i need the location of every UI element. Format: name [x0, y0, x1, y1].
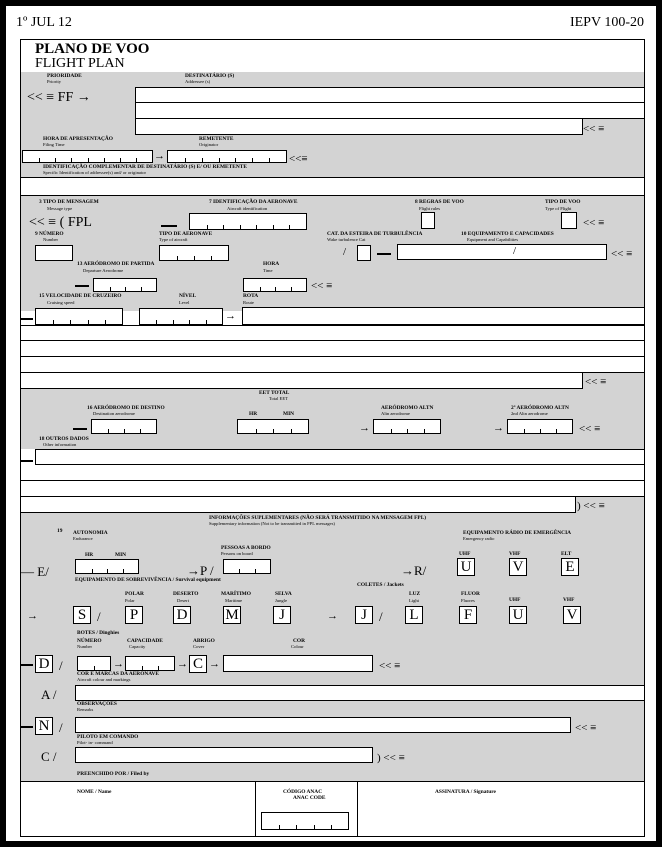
end-marker: << ≡ — [583, 123, 605, 135]
field-tick — [107, 569, 108, 573]
route-line-2[interactable] — [21, 325, 644, 341]
field-tick — [194, 256, 195, 260]
label-addressee: Addressee (s) — [185, 79, 211, 84]
field-tick — [540, 429, 541, 433]
label-anac-code: ANAC CODE — [293, 795, 326, 801]
equipment-field[interactable] — [397, 244, 607, 260]
label-aircraft-colour: Aircraft colour and markings — [77, 677, 131, 682]
slash: / — [59, 720, 63, 735]
field-tick — [202, 158, 203, 162]
label-equipment: Equipment and Capabilities — [467, 237, 519, 242]
label-pilot-in-command: Pilot- in- command — [77, 740, 113, 745]
label-hora-apresentacao: HORA DE APRESENTAÇÃO — [43, 136, 113, 142]
total-eet-field[interactable] — [237, 419, 309, 434]
jackets-j-checkbox[interactable]: J — [355, 606, 373, 624]
field-tick — [124, 429, 125, 433]
label-aerodromo-altn: AERÓDROMO ALTN — [381, 405, 434, 411]
field-tick — [158, 666, 159, 670]
field-tick — [108, 429, 109, 433]
arrow-icon: → — [27, 610, 38, 622]
other-info-line-2[interactable] — [21, 465, 644, 481]
sheet — [6, 6, 656, 841]
label-capacidade: CAPACIDADE — [127, 638, 163, 644]
label-informacoes-suplementares: INFORMAÇÕES SUPLEMENTARES (NÃO SERÁ TRANSMITIDO NA MENSAGEM FPL) — [209, 515, 427, 521]
field-tick — [140, 429, 141, 433]
field-tick — [120, 158, 121, 162]
departure-aerodrome-field[interactable] — [93, 278, 157, 292]
field-tick — [269, 158, 270, 162]
other-info-line-4[interactable] — [21, 497, 576, 513]
field-tick — [207, 225, 208, 229]
end-marker: << ≡ — [611, 248, 633, 260]
wake-turbulence-field[interactable] — [357, 245, 371, 261]
field-tick — [256, 429, 257, 433]
label-equipamento: 10 EQUIPAMENTO E CAPACIDADES — [461, 231, 554, 237]
field-tick — [279, 825, 280, 829]
endurance-prefix: — E/ — [21, 564, 49, 579]
form-date: 1º JUL 12 — [16, 15, 72, 30]
field-tick — [239, 569, 240, 573]
field-tick — [71, 158, 72, 162]
jacket-vhf-checkbox[interactable]: V — [563, 606, 581, 624]
dash — [75, 285, 89, 287]
field-tick — [88, 320, 89, 324]
uhf-checkbox[interactable]: U — [457, 558, 475, 576]
label-destinatario: DESTINATÁRIO (S) — [185, 73, 235, 79]
field-tick — [273, 429, 274, 433]
label-fluor: FLUOR — [461, 591, 480, 597]
label-regras-voo: 8 REGRAS DE VOO — [415, 199, 464, 205]
label-numero-botes: NÚMERO — [77, 638, 102, 644]
pilot-prefix: C / — [41, 749, 57, 764]
slash: / — [97, 609, 101, 624]
arrow-icon: → — [493, 422, 504, 434]
divider — [255, 781, 256, 836]
label-filing-time: Filing Time — [43, 142, 65, 147]
polar-checkbox[interactable]: P — [125, 606, 143, 624]
remarks-field[interactable] — [75, 717, 571, 733]
addressee-line-2[interactable] — [135, 103, 644, 119]
elt-checkbox[interactable]: E — [561, 558, 579, 576]
radio-prefix: →R/ — [401, 563, 427, 578]
field-tick — [255, 569, 256, 573]
label-piloto-comando: PILOTO EM COMANDO — [77, 734, 139, 740]
altn-aerodrome-field[interactable] — [373, 419, 441, 434]
slash: / — [59, 658, 63, 673]
arrow-icon: → — [209, 658, 220, 670]
other-info-line-3[interactable] — [21, 481, 644, 497]
label-type-of-aircraft: Type of aircraft — [159, 237, 188, 242]
2nd-altn-aerodrome-field[interactable] — [507, 419, 573, 434]
field-tick — [275, 287, 276, 291]
field-tick — [104, 158, 105, 162]
label-observacoes: OBSERVAÇÕES — [77, 701, 117, 707]
field-tick — [273, 225, 274, 229]
label-uhf: UHF — [459, 551, 471, 557]
field-tick — [177, 256, 178, 260]
end-marker: ) << ≡ — [577, 500, 605, 512]
label-cor: COR — [293, 638, 305, 644]
label-hora: HORA — [263, 261, 280, 267]
field-tick — [110, 287, 111, 291]
label-codigo-anac: CÓDIGO ANAC — [283, 789, 323, 795]
field-tick — [524, 429, 525, 433]
label-rota: ROTA — [243, 293, 259, 299]
aircraft-colour-prefix: A / — [41, 687, 57, 702]
label-deserto: DESERTO — [173, 591, 199, 597]
dash — [377, 253, 391, 255]
label-eet-total: EET TOTAL — [259, 390, 290, 396]
label-originator: Originator — [199, 142, 219, 147]
label-2nd-altn: 2nd Altn aerodrome — [511, 411, 548, 416]
field-tick — [291, 287, 292, 291]
field-tick — [53, 320, 54, 324]
label-number-dinghies: Number — [77, 644, 93, 649]
field-tick — [94, 666, 95, 670]
number-field[interactable] — [35, 245, 73, 261]
label-polar-en: Polar — [125, 598, 135, 603]
label-total-eet: Total EET — [269, 396, 288, 401]
destination-aerodrome-field[interactable] — [91, 419, 157, 434]
end-marker: << ≡ — [583, 217, 605, 229]
label-identificacao-aeronave: 7 IDENTIFICAÇÃO DA AERONAVE — [209, 199, 298, 205]
label-aircraft-identification: Aircraft identification — [227, 206, 268, 211]
arrow-icon: → — [177, 658, 188, 670]
aircraft-identification-field[interactable] — [189, 213, 307, 230]
label-cor-marcas: COR E MARCAS DA AERONAVE — [77, 671, 159, 677]
jacket-uhf-checkbox[interactable]: U — [509, 606, 527, 624]
label-specific-identification: Specific Identification of addressee(s) and/ or originator — [43, 170, 147, 175]
dash — [161, 225, 177, 227]
label-level: Level — [179, 300, 190, 305]
field-tick — [92, 569, 93, 573]
field-tick — [256, 225, 257, 229]
slash: / — [513, 245, 517, 257]
label-polar: POLAR — [125, 591, 144, 597]
pilot-in-command-field[interactable] — [75, 747, 373, 763]
label-cat-esteira: CAT. DA ESTEIRA DE TURBULÊNCIA — [327, 231, 423, 237]
route-line-5[interactable] — [21, 373, 583, 389]
jungle-checkbox[interactable]: J — [273, 606, 291, 624]
field-tick — [391, 429, 392, 433]
field-tick — [189, 320, 190, 324]
other-info-line-1[interactable] — [35, 449, 644, 465]
field-tick — [136, 158, 137, 162]
label-message-type: Message type — [47, 206, 73, 211]
field-tick — [556, 429, 557, 433]
field-tick — [291, 429, 292, 433]
field-tick — [39, 158, 40, 162]
field-tick — [424, 429, 425, 433]
dash — [21, 318, 33, 320]
priority-ff: << ≡ FF → — [27, 90, 91, 105]
field-tick — [252, 158, 253, 162]
route-line-4[interactable] — [21, 357, 644, 373]
field-tick — [314, 825, 315, 829]
type-of-flight-field[interactable] — [561, 212, 577, 229]
anac-code-field[interactable] — [261, 812, 349, 830]
field-tick — [125, 287, 126, 291]
label-priority: Priority — [47, 79, 62, 84]
addressee-line-1[interactable] — [135, 87, 644, 103]
field-tick — [219, 158, 220, 162]
field-tick — [88, 158, 89, 162]
label-nivel: NÍVEL — [179, 293, 197, 299]
label-hr: HR — [85, 552, 94, 558]
label-tipo-voo: TIPO DE VOO — [545, 199, 581, 205]
label-desert: Desert — [177, 598, 189, 603]
label-endurance: Endurance — [73, 536, 93, 541]
field-tick — [142, 666, 143, 670]
dinghies-number-field[interactable] — [77, 656, 111, 671]
label-hr: HR — [249, 411, 258, 417]
label-emergency-radio: Emergency radio — [463, 536, 495, 541]
label-remarks: Remarks — [77, 707, 94, 712]
field-tick — [173, 320, 174, 324]
label-cruising-speed: Cruising speed — [47, 300, 75, 305]
flight-rules-field[interactable] — [421, 212, 435, 229]
label-remetente: REMETENTE — [199, 136, 234, 142]
label-tipo-aeronave: TIPO DE AERONAVE — [159, 231, 213, 237]
dinghies-d-checkbox[interactable]: D — [35, 655, 53, 673]
label-fluores: Fluores — [461, 598, 475, 603]
route-line-1[interactable] — [242, 307, 644, 325]
field-tick — [105, 320, 106, 324]
label-persons-on-board: Persons on board — [221, 551, 253, 556]
label-vhf: VHF — [563, 597, 575, 603]
cover-checkbox[interactable]: C — [189, 655, 207, 673]
label-equipamento-sobrevivencia: EQUIPAMENTO DE SOBREVIVÊNCIA / Survival equipment — [75, 577, 221, 583]
dash — [21, 726, 33, 728]
label-time: Time — [263, 268, 273, 273]
label-2-altn: 2º AERÓDROMO ALTN — [511, 405, 569, 411]
label-abrigo: ABRIGO — [193, 638, 215, 644]
label-colour: Colour — [291, 644, 304, 649]
form-code: IEPV 100-20 — [569, 15, 644, 30]
dash — [21, 664, 33, 666]
persons-prefix: →P / — [187, 563, 214, 578]
label-assinatura: ASSINATURA / Signature — [435, 789, 496, 795]
endurance-field[interactable] — [75, 559, 139, 574]
arrow-icon: → — [359, 422, 370, 434]
maritime-checkbox[interactable]: M — [223, 606, 241, 624]
end-marker: << ≡ — [379, 660, 401, 672]
label-cover: Cover — [193, 644, 205, 649]
label-velocidade: 15 VELOCIDADE DE CRUZEIRO — [39, 293, 122, 299]
field-tick — [141, 287, 142, 291]
divider — [357, 781, 358, 836]
addressee-line-3[interactable] — [135, 119, 583, 135]
field-tick — [185, 158, 186, 162]
label-aerodromo-partida: 13 AERÓDROMO DE PARTIDA — [77, 261, 155, 267]
label-light: Light — [409, 598, 419, 603]
label-luz: LUZ — [409, 591, 421, 597]
field-tick — [70, 320, 71, 324]
persons-on-board-field[interactable] — [223, 559, 271, 574]
label-selva: SELVA — [275, 591, 292, 597]
filing-time-field[interactable] — [22, 150, 153, 163]
label-aerodromo-destino: 16 AERÓDROMO DE DESTINO — [87, 405, 165, 411]
end-marker: ) << ≡ — [377, 752, 405, 764]
fluores-checkbox[interactable]: F — [459, 606, 477, 624]
field-tick — [331, 825, 332, 829]
arrow-icon: → — [225, 310, 236, 322]
label-autonomia: AUTONOMIA — [73, 530, 108, 536]
slash: / — [379, 609, 383, 624]
label-supplementary-information: Supplementary information (Not to be transmitted in FPL messages) — [209, 521, 335, 526]
label-destination-aerodrome: Destination aerodrome — [93, 411, 135, 416]
field-tick — [235, 158, 236, 162]
label-uhf: UHF — [509, 597, 521, 603]
label-nome: NOME / Name — [77, 789, 112, 795]
label-numero: 9 NÚMERO — [35, 231, 64, 237]
route-line-3[interactable] — [21, 341, 644, 357]
field-tick — [407, 429, 408, 433]
field-tick — [240, 225, 241, 229]
label-route: Route — [243, 300, 254, 305]
label-departure-aerodrome: Departure Aerodrome — [83, 268, 124, 273]
label-elt: ELT — [561, 551, 572, 557]
label-number: Number — [43, 237, 59, 242]
departure-time-field[interactable] — [243, 278, 307, 292]
label-wake-turbulence: Wake turbulence Cat — [327, 237, 366, 242]
desert-checkbox[interactable]: D — [173, 606, 191, 624]
light-checkbox[interactable]: L — [405, 606, 423, 624]
dinghies-colour-field[interactable] — [223, 655, 373, 672]
label-outros-dados: 18 OUTROS DADOS — [39, 436, 89, 442]
label-capacity: Capacity — [129, 644, 146, 649]
end-marker: <<≡ — [289, 153, 308, 165]
arrow-icon: → — [154, 150, 165, 162]
form-title: PLANO DE VOO — [35, 41, 150, 57]
label-preenchido-por: PREENCHIDO POR / Filed by — [77, 771, 150, 777]
remarks-n-checkbox[interactable]: N — [35, 717, 53, 735]
label-flight-rules: Flight rules — [419, 206, 441, 211]
dash — [21, 460, 33, 462]
label-19: 19 — [57, 528, 63, 534]
label-equipamento-radio: EQUIPAMENTO RÁDIO DE EMERGÊNCIA — [463, 530, 572, 536]
label-prioridade: PRIORIDADE — [47, 73, 82, 79]
form-title-en: FLIGHT PLAN — [35, 56, 125, 71]
field-tick — [211, 256, 212, 260]
label-identificacao: IDENTIFICAÇÃO COMPLEMENTAR DE DESTINATÁRIO (S) E/ OU REMETENTE — [43, 164, 247, 170]
field-tick — [223, 225, 224, 229]
vhf-checkbox[interactable]: V — [509, 558, 527, 576]
field-tick — [260, 287, 261, 291]
field-tick — [296, 825, 297, 829]
field-tick — [289, 225, 290, 229]
label-tipo-mensagem: 3 TIPO DE MENSAGEM — [39, 199, 99, 205]
label-maritime: Maritime — [225, 598, 243, 603]
field-tick — [55, 158, 56, 162]
label-maritimo: MARÍTIMO — [221, 591, 251, 597]
dinghies-capacity-field[interactable] — [125, 656, 175, 671]
label-coletes: COLETES / Jackets — [357, 582, 404, 588]
label-min: MIN — [115, 552, 127, 558]
label-min: MIN — [283, 411, 295, 417]
slash: / — [343, 246, 347, 258]
end-marker: << ≡ — [311, 280, 333, 292]
originator-field[interactable] — [167, 150, 287, 163]
level-field[interactable] — [139, 308, 223, 325]
message-fpl: << ≡ ( FPL — [29, 215, 92, 230]
type-of-aircraft-field[interactable] — [159, 245, 229, 261]
field-tick — [123, 569, 124, 573]
arrow-icon: → — [327, 610, 338, 622]
field-tick — [156, 320, 157, 324]
label-other-information: Other information — [43, 442, 77, 447]
flight-plan-form — [20, 39, 645, 837]
label-jungle: Jungle — [275, 598, 287, 603]
end-marker: << ≡ — [579, 423, 601, 435]
cruising-speed-field[interactable] — [35, 308, 123, 325]
label-pessoas-bordo: PESSOAS A BORDO — [221, 545, 271, 551]
arrow-icon: → — [113, 658, 124, 670]
label-altn-aerodrome: Altn aerodrome — [381, 411, 410, 416]
end-marker: << ≡ — [585, 376, 607, 388]
end-marker: << ≡ — [575, 722, 597, 734]
label-botes: BOTES / Dinghies — [77, 630, 120, 636]
label-type-of-flight: Type of Flight — [545, 206, 572, 211]
dash — [73, 428, 87, 430]
specific-identification-field[interactable] — [21, 177, 644, 196]
field-tick — [206, 320, 207, 324]
label-vhf: VHF — [509, 551, 521, 557]
survival-s-checkbox[interactable]: S — [73, 606, 91, 624]
aircraft-colour-field[interactable] — [75, 685, 644, 701]
